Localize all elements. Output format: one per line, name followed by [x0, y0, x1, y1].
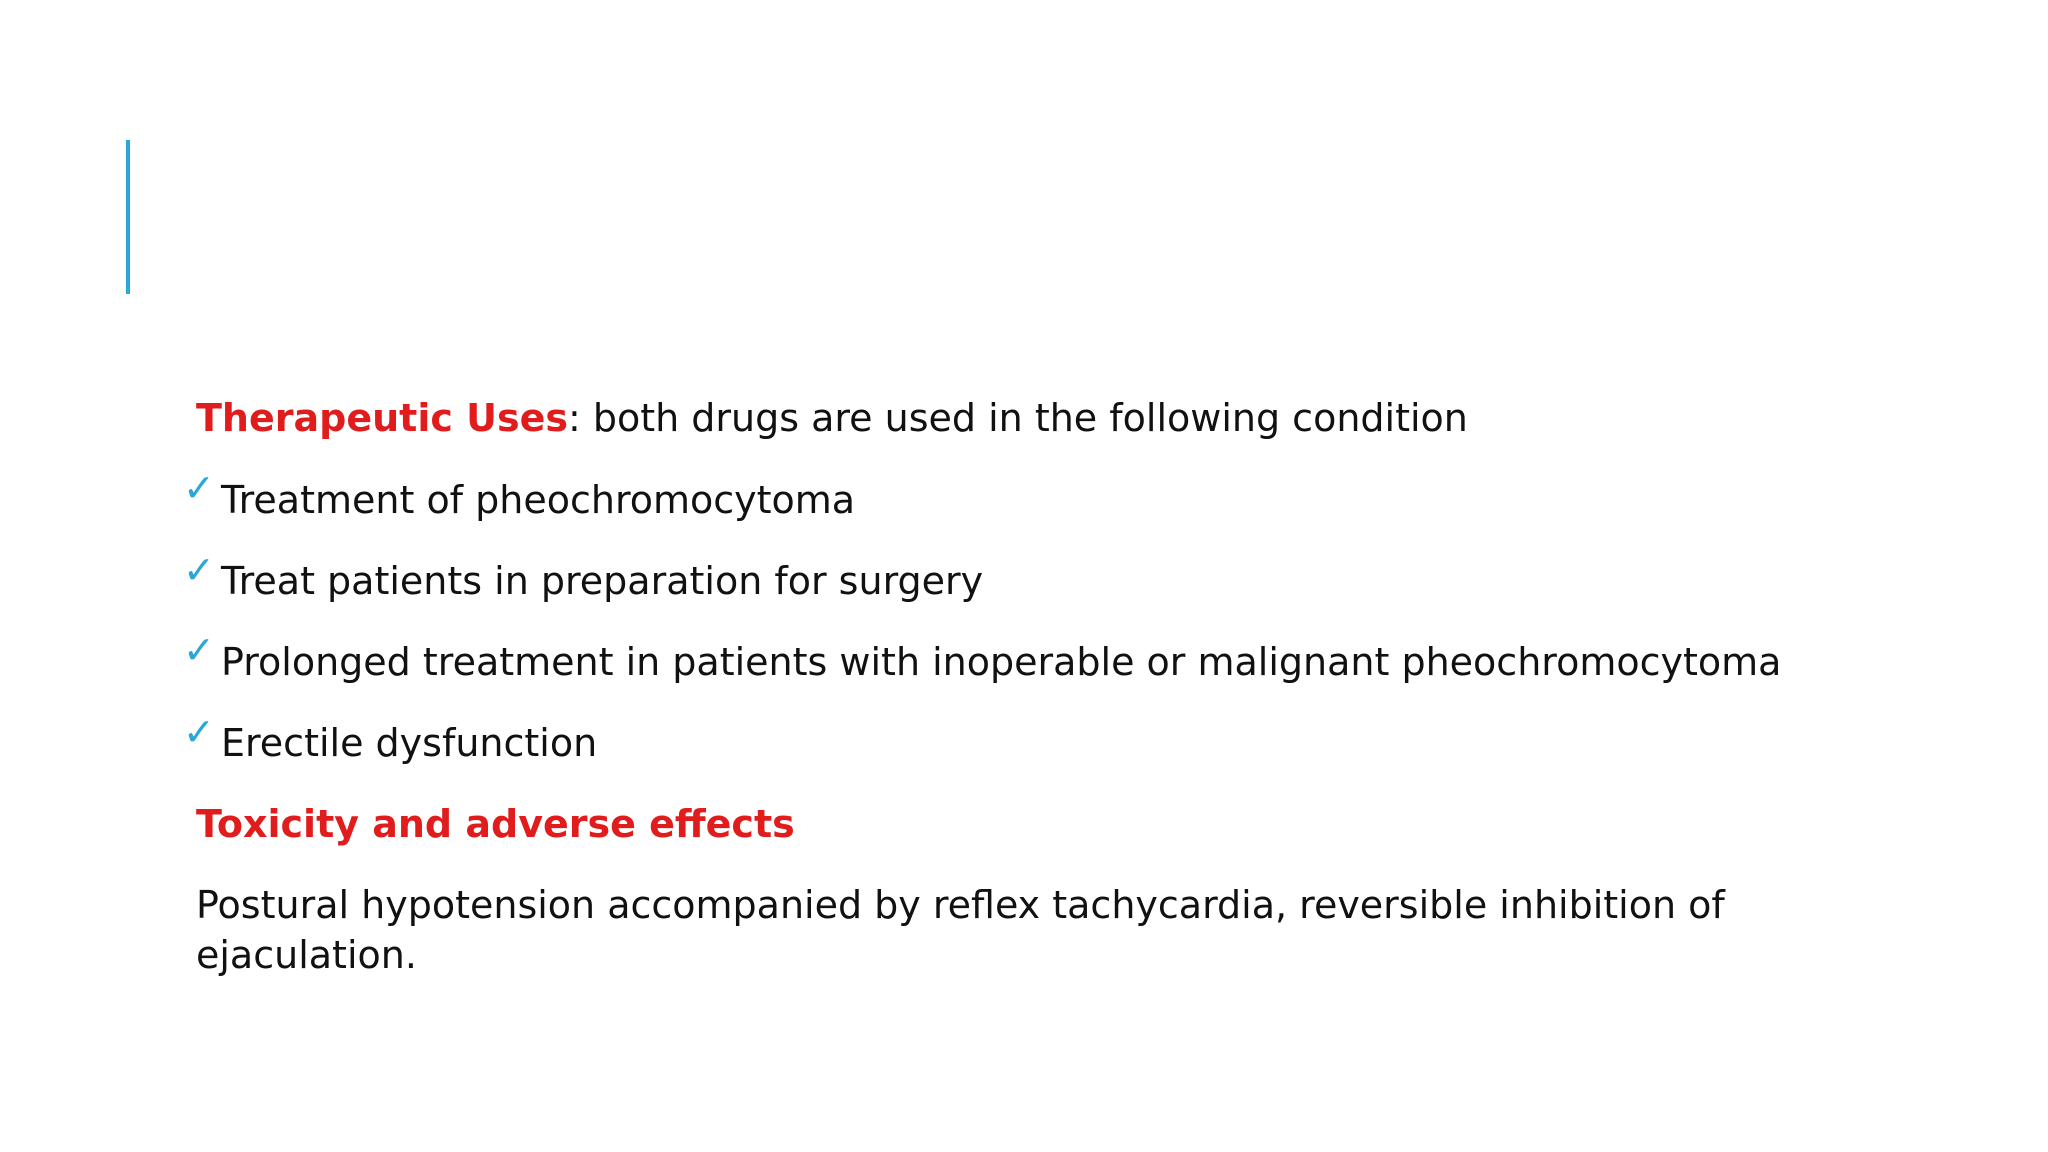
list-item: Erectile dysfunction: [221, 721, 598, 765]
checkmark-icon: ✓: [183, 710, 215, 754]
therapeutic-uses-line: [196, 395, 1468, 441]
therapeutic-uses-intro: : both drugs are used in the following condition: [567, 396, 1468, 440]
list-item: Prolonged treatment in patients with inoperable or malignant pheochromocytoma: [221, 640, 1782, 684]
toxicity-text: Postural hypotension accompanied by reflex tachycardia, reversible inhibition of ejaculation.: [196, 883, 1725, 977]
checkmark-icon: ✓: [183, 628, 215, 672]
therapeutic-uses-heading: Therapeutic Uses: [196, 396, 568, 440]
accent-bar: [126, 140, 130, 294]
checkmark-icon: ✓: [183, 548, 215, 592]
list-item: Treat patients in preparation for surgery: [221, 559, 984, 603]
list-item: Treatment of pheochromocytoma: [221, 478, 856, 522]
toxicity-heading: Toxicity and adverse effects: [196, 802, 795, 846]
checkmark-icon: ✓: [183, 466, 215, 510]
